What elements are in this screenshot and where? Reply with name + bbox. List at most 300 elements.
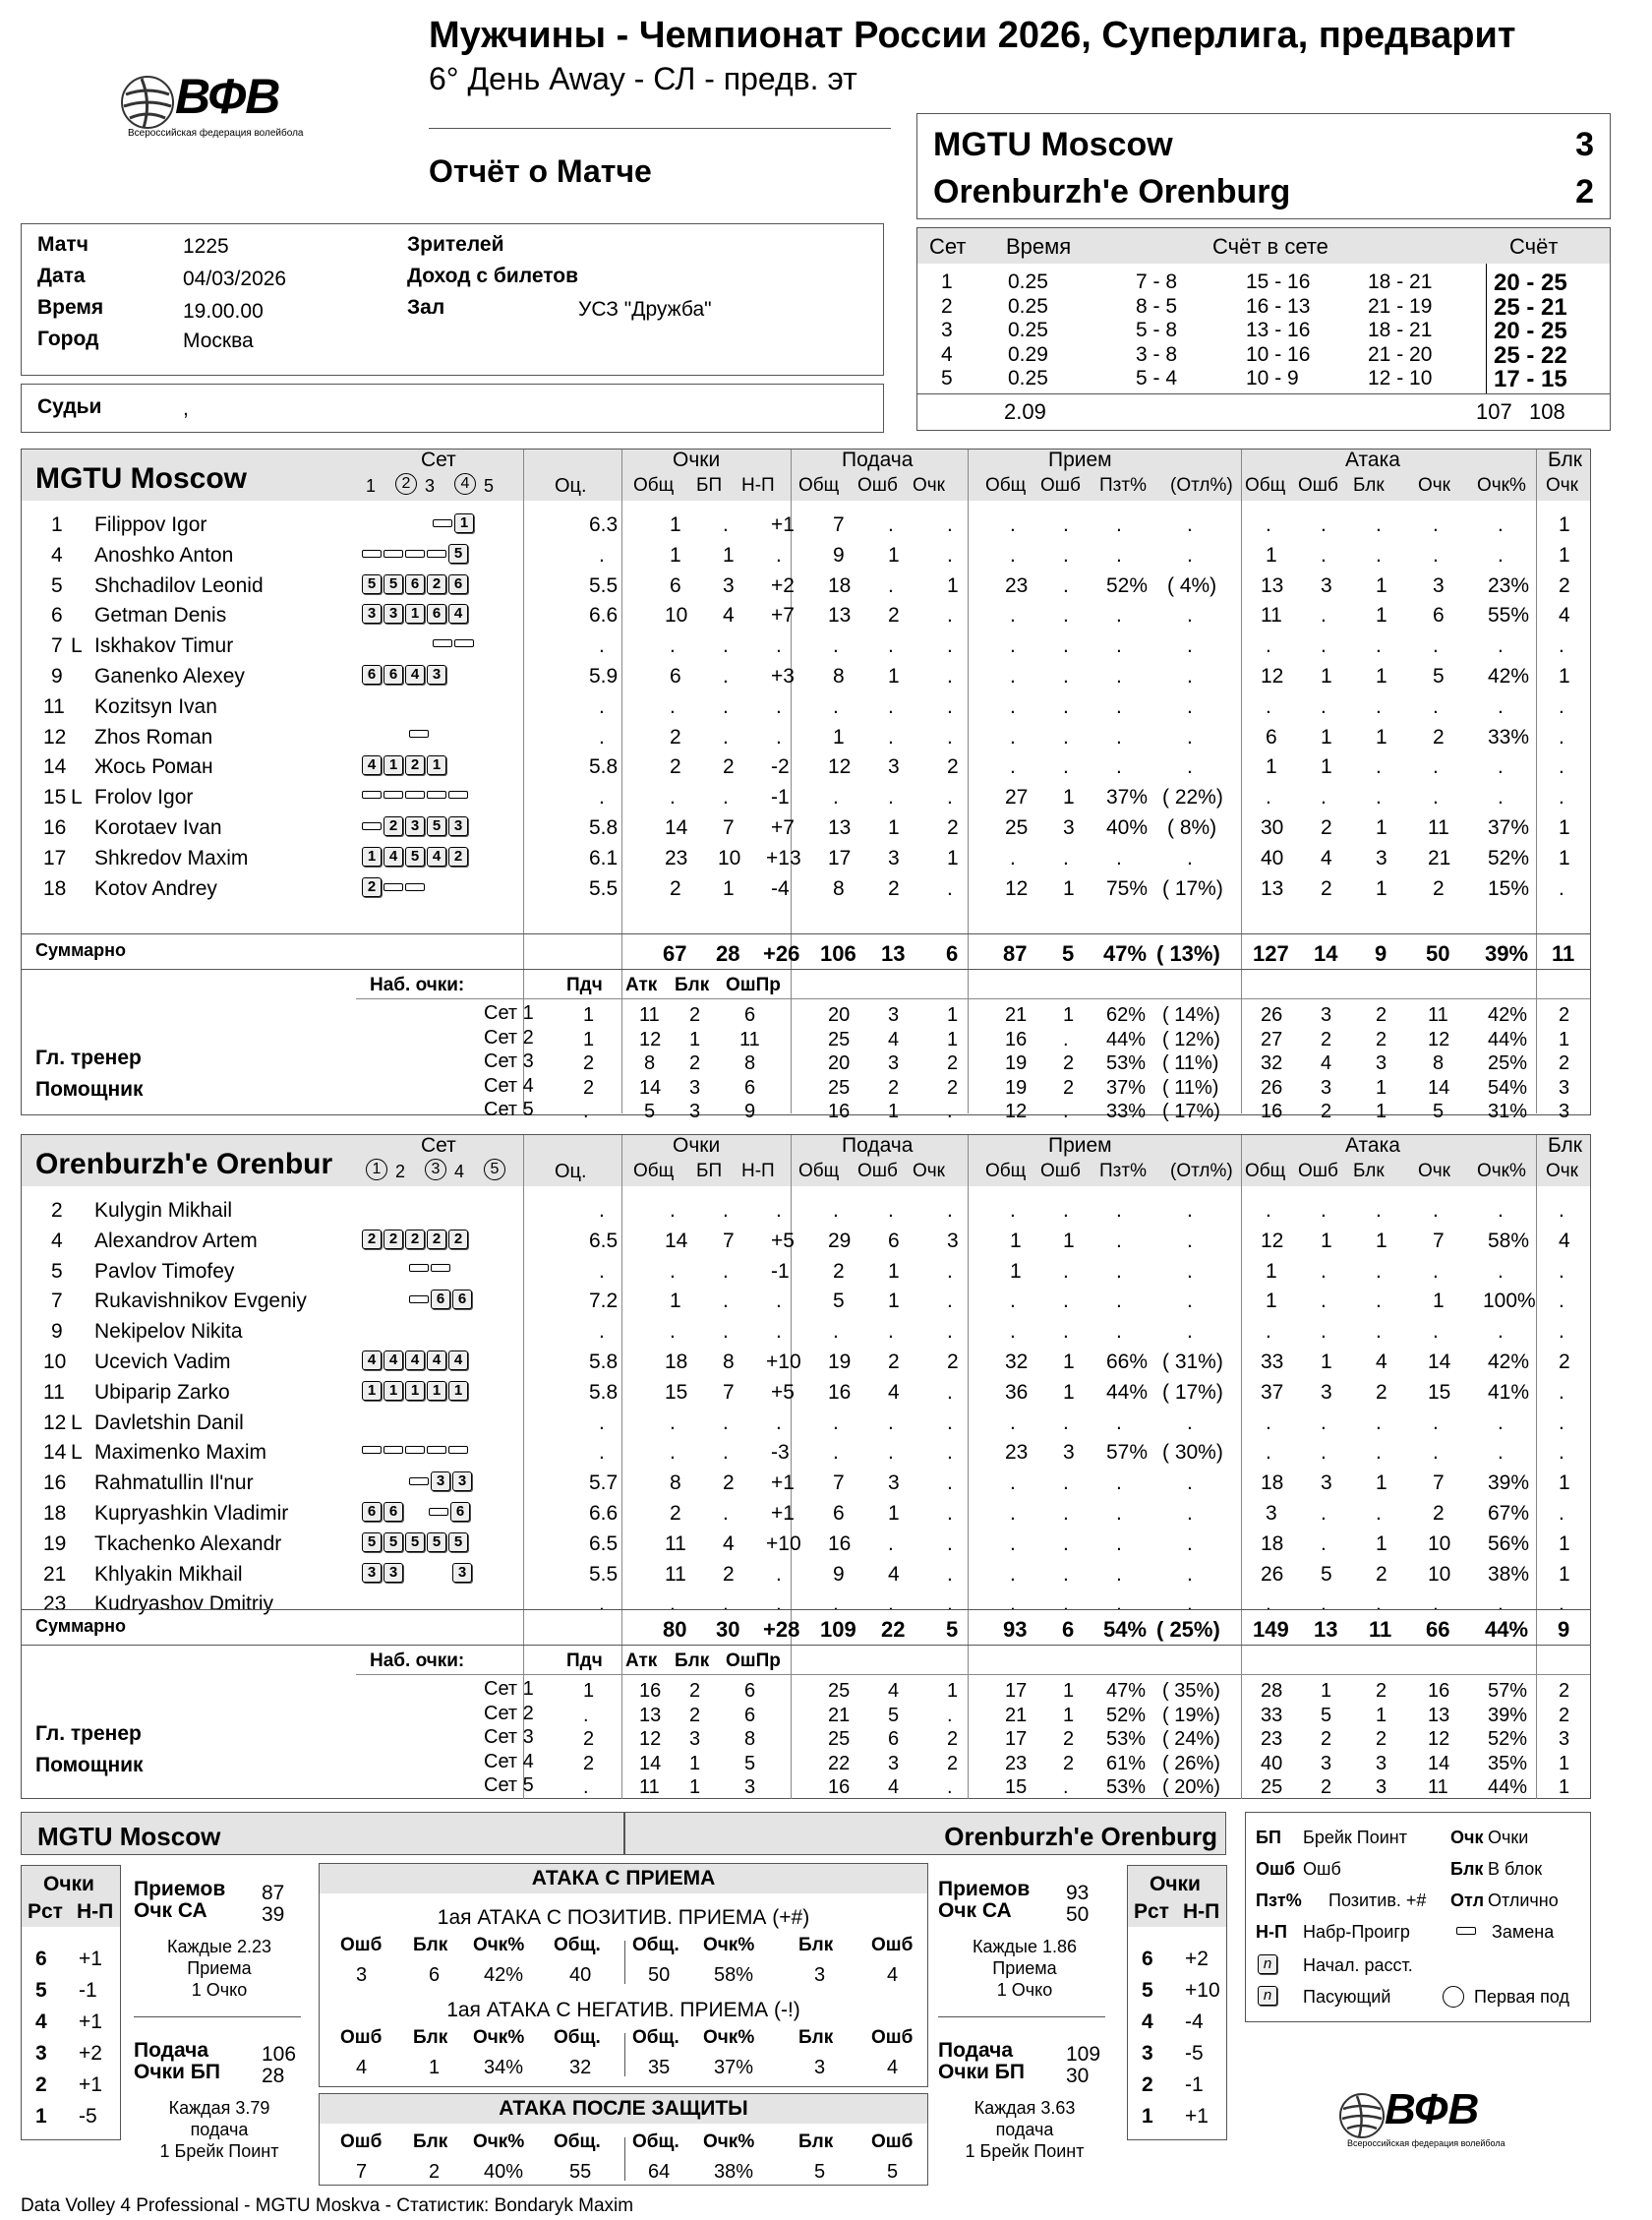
stat-cell: 6 (670, 665, 681, 688)
stat-cell: 2 (888, 1350, 900, 1373)
atk-col-header: Общ. (632, 1935, 679, 1955)
summary-cell: 11 (1552, 941, 1575, 966)
stat-cell: 66% (1106, 1350, 1149, 1373)
stat-cell: . (1376, 1502, 1382, 1525)
stat-cell: . (1063, 725, 1069, 749)
atk-col-header: Ошб (340, 1935, 383, 1955)
stat-cell: ( 17%) (1162, 1380, 1223, 1404)
h-score: Счёт (1509, 234, 1559, 259)
start-position: 1 (454, 513, 474, 533)
stat-cell: . (723, 1592, 729, 1616)
atk-value: 35 (648, 2057, 671, 2078)
set-stat: 19 (1005, 1052, 1028, 1074)
set-label: Сет 2 (484, 1026, 534, 1049)
set-stat: ( 35%) (1162, 1680, 1220, 1702)
stat-cell: 40 (1261, 846, 1284, 870)
stat-cell: . (1433, 1592, 1439, 1616)
player-number: 11 (43, 694, 65, 718)
stat-cell: . (599, 725, 605, 749)
stat-cell: 33 (1261, 1350, 1284, 1373)
stat-cell: 37 (1261, 1380, 1284, 1404)
stat-cell: 4 (723, 1531, 735, 1555)
col-header-tot: Общ (633, 1161, 675, 1181)
stat-cell: 10 (1428, 1562, 1451, 1586)
player-name: Zhos Roman (94, 725, 213, 749)
start-position: 5 (427, 816, 446, 836)
stat-cell: . (947, 1562, 953, 1586)
stat-cell: . (599, 1199, 605, 1222)
start-position: 2 (405, 1230, 425, 1249)
stat-cell: 18 (665, 1350, 688, 1373)
stat-cell: 1 (1321, 725, 1332, 749)
set-stat: 12 (639, 1728, 662, 1750)
block-header: Блк (1548, 449, 1582, 471)
away-rotation-box (1127, 1865, 1227, 2140)
col-header-pts: Очк (1546, 475, 1578, 496)
empty-slot (433, 700, 454, 708)
stat-cell: . (947, 1290, 953, 1313)
stat-cell: . (888, 1531, 894, 1555)
stat-cell: +5 (771, 1229, 795, 1252)
nab-col-oshpr: ОшПр (726, 1650, 781, 1671)
stat-cell: . (1376, 786, 1382, 810)
set-number: 4 (941, 342, 953, 366)
stat-cell: . (888, 573, 894, 597)
atk-value: 4 (887, 1964, 899, 1986)
stat-cell: . (599, 634, 605, 658)
set-stat: 21 (1005, 1004, 1028, 1026)
player-sets (362, 1441, 470, 1459)
table-row (22, 874, 1590, 904)
stat-cell: 4 (723, 604, 735, 628)
substitution-icon (427, 1446, 446, 1454)
stat-cell: . (947, 1380, 953, 1404)
set-stat: 6 (744, 1704, 756, 1726)
stat-cell: ( 31%) (1162, 1350, 1223, 1373)
set-stat: 9 (744, 1101, 756, 1122)
stat-cell: . (1559, 1259, 1564, 1283)
stat-cell: . (1376, 1441, 1382, 1465)
start-position: 2 (384, 816, 403, 836)
atk-col-header: Очк% (473, 2131, 525, 2152)
table-row (22, 783, 1590, 812)
start-position: 1 (362, 1381, 382, 1401)
set-stat: 2 (1321, 1728, 1332, 1750)
stat-cell: 44% (1106, 1380, 1149, 1404)
table-row (22, 1227, 1590, 1256)
team-name: MGTU Moscow (35, 462, 247, 495)
atk-value: 38% (714, 2161, 754, 2183)
player-name: Rahmatullin Il'nur (94, 1471, 254, 1495)
stat-cell: 1 (1376, 1229, 1387, 1252)
stat-cell: 2 (1376, 1562, 1387, 1586)
col-header-err: Ошб (1040, 475, 1081, 496)
stat-cell: . (1559, 1410, 1564, 1434)
stat-cell: . (670, 1441, 676, 1465)
stat-cell: 6.6 (589, 1502, 619, 1525)
set-stat: 1 (1559, 1776, 1570, 1798)
player-number: 14 (43, 1441, 67, 1465)
substitution-icon (362, 550, 382, 558)
home-team-stats (21, 449, 1591, 1122)
stat-cell: 1 (1376, 1531, 1387, 1555)
set-stat: 2 (1376, 1004, 1387, 1026)
stat-cell: ( 17%) (1162, 876, 1223, 900)
assistant-label: Помощник (35, 1754, 144, 1776)
set-number: 2 (941, 294, 953, 318)
set-number-3: 3 (425, 1159, 446, 1180)
logo-subtext: Всероссийская федерация волейбола (128, 128, 304, 139)
set-number-5: 5 (484, 1159, 505, 1180)
stat-cell: . (776, 543, 782, 567)
stat-cell: . (1116, 1290, 1122, 1313)
set-stat: ( 11%) (1162, 1052, 1219, 1074)
stat-cell: . (1010, 725, 1016, 749)
start-position: 1 (405, 604, 425, 624)
start-position: 4 (427, 1350, 446, 1370)
home-rot-ochki: Очки (43, 1873, 94, 1895)
col-header-pts: Очк (1418, 1161, 1450, 1181)
atk-col-header: Очк% (703, 2131, 755, 2152)
start-position: 5 (405, 1532, 425, 1552)
substitution-icon (384, 550, 403, 558)
player-name: Shkredov Maxim (94, 846, 249, 870)
stat-cell: . (833, 694, 839, 718)
stat-cell: 1 (1559, 816, 1570, 839)
set-partial-3: 18 - 21 (1368, 319, 1433, 341)
stat-cell: 9 (833, 1562, 845, 1586)
empty-slot (429, 1569, 450, 1577)
player-number: 5 (51, 1259, 63, 1283)
stat-cell: . (1498, 1199, 1504, 1222)
stat-cell: . (1063, 513, 1069, 536)
stat-cell: 1 (1376, 604, 1387, 628)
set-stat: 1 (583, 1028, 595, 1050)
stat-cell: 3 (1321, 1380, 1332, 1404)
rotation-number: 2 (35, 2073, 47, 2096)
stat-cell: . (1376, 543, 1382, 567)
atk-value: 5 (887, 2161, 899, 2183)
home-rec-label: Приемов (134, 1878, 226, 1900)
atk-col-header: Блк (798, 1935, 834, 1955)
home-rec-value: 87 (262, 1882, 285, 1904)
start-position: 4 (362, 1350, 382, 1370)
player-number: 7 (51, 1290, 63, 1313)
rotation-np: +2 (1185, 1948, 1209, 1970)
stat-cell: . (888, 725, 894, 749)
set-stat: 3 (1321, 1076, 1332, 1099)
set-stat: 3 (1559, 1728, 1570, 1750)
atk-col-header: Общ. (632, 2131, 679, 2152)
stat-cell: . (1010, 665, 1016, 688)
player-number: 18 (43, 1502, 67, 1525)
stat-cell: +2 (771, 573, 795, 597)
away-podacha: подача (995, 2120, 1054, 2139)
substitution-icon (448, 791, 468, 799)
set-stat: 11 (639, 1776, 660, 1798)
match-label: Матч (37, 233, 88, 256)
substitution-icon (409, 1295, 429, 1303)
col-header-tot: Общ (985, 1161, 1027, 1181)
table-row (22, 692, 1590, 722)
stat-cell: . (670, 1592, 676, 1616)
stat-cell: . (670, 1259, 676, 1283)
empty-slot (456, 1204, 478, 1212)
set-stat: 1 (1376, 1076, 1387, 1099)
empty-slot (409, 1325, 431, 1333)
stat-cell: 1 (1376, 573, 1387, 597)
col-header-bp: БП (696, 1161, 723, 1181)
substitution-icon (405, 883, 425, 891)
set-partial-1: 5 - 8 (1136, 319, 1178, 341)
stat-cell: 1 (947, 573, 959, 597)
player-number: 17 (43, 846, 67, 870)
set-stat: 16 (828, 1776, 851, 1798)
stat-cell: . (1433, 543, 1439, 567)
substitution-icon (405, 791, 425, 799)
stat-cell: . (1321, 634, 1327, 658)
legend-text: Очки (1488, 1828, 1529, 1847)
legend-text: Пасующий (1303, 1987, 1391, 2007)
set-stat: 1 (689, 1028, 701, 1050)
stat-cell: 2 (670, 1502, 681, 1525)
stat-cell: +1 (771, 513, 795, 536)
home-podacha: подача (190, 2120, 249, 2139)
table-row (22, 813, 1590, 843)
col-header-np: Н-П (741, 475, 775, 496)
stat-cell: 7.2 (589, 1290, 619, 1313)
set-stat: 12 (1428, 1028, 1450, 1050)
col-header-bp: БП (696, 475, 723, 496)
stat-cell: . (1498, 1410, 1504, 1434)
rotation-number: 6 (1142, 1948, 1153, 1970)
stat-cell: . (947, 1259, 953, 1283)
col-header-pts: Очк (913, 1161, 945, 1181)
stat-cell: . (1063, 1562, 1069, 1586)
atk-value: 40 (569, 1964, 592, 1986)
stat-cell: 4 (1376, 1350, 1387, 1373)
summary-label: Суммарно (35, 940, 127, 960)
start-position: 1 (448, 1381, 468, 1401)
set-number: 5 (941, 367, 953, 390)
set-header: Сет (421, 1134, 456, 1157)
set-stat: 2 (689, 1004, 701, 1026)
empty-slot (362, 639, 384, 647)
set-partial-2: 10 - 16 (1246, 342, 1311, 366)
points-header: Очки (673, 1134, 721, 1157)
stat-cell: . (833, 1320, 839, 1344)
stat-cell: 1 (670, 513, 681, 536)
logo-subtext-bottom: Всероссийская федерация волейбола (1347, 2138, 1505, 2148)
oc-header: Оц. (555, 475, 587, 497)
start-position: 4 (384, 1350, 403, 1370)
stat-cell: 1 (723, 876, 735, 900)
set-stat: 3 (689, 1728, 701, 1750)
set-partial-2: 10 - 9 (1246, 367, 1299, 390)
set-score: 20 - 25 (1494, 318, 1567, 344)
empty-slot (385, 1415, 407, 1423)
circle-icon (1443, 1986, 1464, 2008)
set-stat: 8 (744, 1728, 756, 1750)
empty-slot (362, 1204, 384, 1212)
set-stat: 5 (888, 1704, 900, 1726)
substitution-icon (448, 1446, 468, 1454)
stat-cell: 2 (1433, 876, 1445, 900)
stat-cell: . (1266, 1592, 1271, 1616)
stat-cell: . (947, 694, 953, 718)
stat-cell: 11 (665, 1531, 686, 1555)
atk-value: 2 (429, 2161, 441, 2183)
rotation-np: -1 (1185, 2073, 1204, 2096)
serve-header: Подача (842, 449, 914, 471)
player-sets (362, 604, 470, 624)
stat-cell: 9 (833, 543, 845, 567)
stat-cell: . (1376, 694, 1382, 718)
stat-cell: 18 (1261, 1531, 1284, 1555)
stat-cell: 1 (670, 543, 681, 567)
set-stat: 27 (1261, 1028, 1283, 1050)
col-header-pts: Очк (913, 475, 945, 496)
stat-cell: 37% (1106, 786, 1149, 810)
empty-slot (362, 1415, 384, 1423)
stat-cell: . (1559, 634, 1564, 658)
stat-cell: . (1187, 1259, 1193, 1283)
stat-cell: 7 (1433, 1471, 1445, 1495)
player-sets (362, 1320, 480, 1338)
set-stat: 14 (1428, 1076, 1450, 1099)
set-number-3: 3 (425, 476, 436, 496)
start-position: 4 (362, 755, 382, 775)
legend-key: Н-П (1256, 1922, 1287, 1942)
stat-cell: 3 (1376, 846, 1387, 870)
stat-cell: 16 (828, 1380, 852, 1404)
stat-cell: 1 (1266, 1290, 1277, 1313)
stat-cell: 5 (1433, 665, 1445, 688)
stat-cell: 12 (1261, 665, 1284, 688)
stat-cell: 2 (1433, 725, 1445, 749)
start-position: 6 (450, 1502, 470, 1522)
set-stat: 21 (1005, 1704, 1028, 1726)
stat-cell: 16 (828, 1531, 852, 1555)
away-bp-value: 30 (1066, 2065, 1090, 2087)
set-stat: 3 (1321, 1004, 1332, 1026)
stat-cell: . (1321, 1290, 1327, 1313)
stat-cell: . (1433, 513, 1439, 536)
stat-cell: 23% (1488, 573, 1530, 597)
home-each2: Каждая 3.79 (168, 2098, 270, 2118)
stat-cell: 4 (888, 1562, 900, 1586)
set-stat: 3 (1376, 1776, 1387, 1798)
substitution-icon (433, 639, 452, 647)
stat-cell: . (599, 543, 605, 567)
volleyball-logo-icon (118, 73, 177, 132)
set-stat: 1 (1376, 1704, 1387, 1726)
stat-cell: . (1433, 1259, 1439, 1283)
substitution-icon (362, 1446, 382, 1454)
set-stat: 25 (828, 1728, 851, 1750)
set-stat: 1 (1321, 1680, 1332, 1702)
set-stat: 2 (583, 1076, 595, 1099)
set-number-2: 2 (395, 473, 417, 495)
player-number: 1 (51, 513, 63, 536)
summary-cell: +26 (763, 941, 800, 966)
report-title: Отчёт о Матче (429, 153, 652, 189)
set-stat: ( 14%) (1162, 1004, 1220, 1026)
stat-cell: . (888, 694, 894, 718)
summary-cell: 11 (1369, 1617, 1392, 1642)
stat-cell: . (1010, 1592, 1016, 1616)
start-position: 5 (448, 544, 468, 564)
set-stat: 35% (1488, 1752, 1528, 1774)
legend-key: Блк (1450, 1859, 1484, 1879)
stat-cell: . (1063, 846, 1069, 870)
empty-slot (456, 1597, 478, 1605)
stat-cell: . (723, 1320, 729, 1344)
col-header-err: Ошб (857, 1161, 898, 1181)
empty-slot (362, 730, 384, 738)
start-position: 6 (384, 1502, 403, 1522)
set-number: 1 (941, 270, 953, 293)
start-position: 3 (405, 816, 425, 836)
attack-reception-box (319, 1863, 928, 2087)
summary-cell: 6 (1062, 1617, 1075, 1642)
stat-cell: . (723, 513, 729, 536)
stat-cell: . (723, 786, 729, 810)
stat-cell: 3 (1266, 1502, 1277, 1525)
table-row (22, 1530, 1590, 1559)
start-position: 6 (405, 574, 425, 594)
summary-cell: 149 (1253, 1617, 1289, 1642)
col-header-blk: Блк (1353, 1161, 1385, 1181)
empty-slot (405, 1569, 427, 1577)
player-sets (362, 1563, 474, 1583)
player-name: Maximenko Maxim (94, 1441, 267, 1465)
substitution-icon (384, 883, 403, 891)
set-stat: 23 (1005, 1752, 1028, 1774)
set-stat: ( 24%) (1162, 1728, 1220, 1750)
set-stat: 2 (583, 1752, 595, 1774)
stat-cell: . (1116, 604, 1122, 628)
substitution-icon (362, 822, 382, 830)
start-position: 3 (362, 604, 382, 624)
stat-cell: . (888, 1441, 894, 1465)
stat-cell: . (1187, 846, 1193, 870)
empty-slot (433, 1204, 454, 1212)
summary-cell: 109 (820, 1617, 856, 1642)
coach-label: Гл. тренер (35, 1722, 142, 1745)
set-stat: 2 (1559, 1004, 1570, 1026)
stat-cell: . (1498, 1441, 1504, 1465)
stat-cell: 1 (1321, 665, 1332, 688)
rotation-np: -1 (79, 1979, 97, 2002)
stat-cell: . (1321, 1199, 1327, 1222)
set-stat: 2 (1559, 1704, 1570, 1726)
player-name: Kotov Andrey (94, 876, 217, 900)
away-each1: Каждые 1.86 (972, 1937, 1078, 1956)
atk-col-header: Ошб (340, 2027, 383, 2048)
col-header-pts: Очк (1418, 475, 1450, 496)
points-header: Очки (673, 449, 721, 471)
stat-cell: . (1498, 786, 1504, 810)
coach-label: Гл. тренер (35, 1047, 142, 1069)
empty-slot (362, 1477, 384, 1485)
set-time: 0.29 (1008, 342, 1048, 366)
stat-cell: 2 (1559, 1350, 1570, 1373)
player-name: Ganenko Alexey (94, 665, 245, 688)
stat-cell: . (1187, 665, 1193, 688)
stat-cell: 2 (1376, 1380, 1387, 1404)
stat-cell: 26 (1261, 1562, 1284, 1586)
